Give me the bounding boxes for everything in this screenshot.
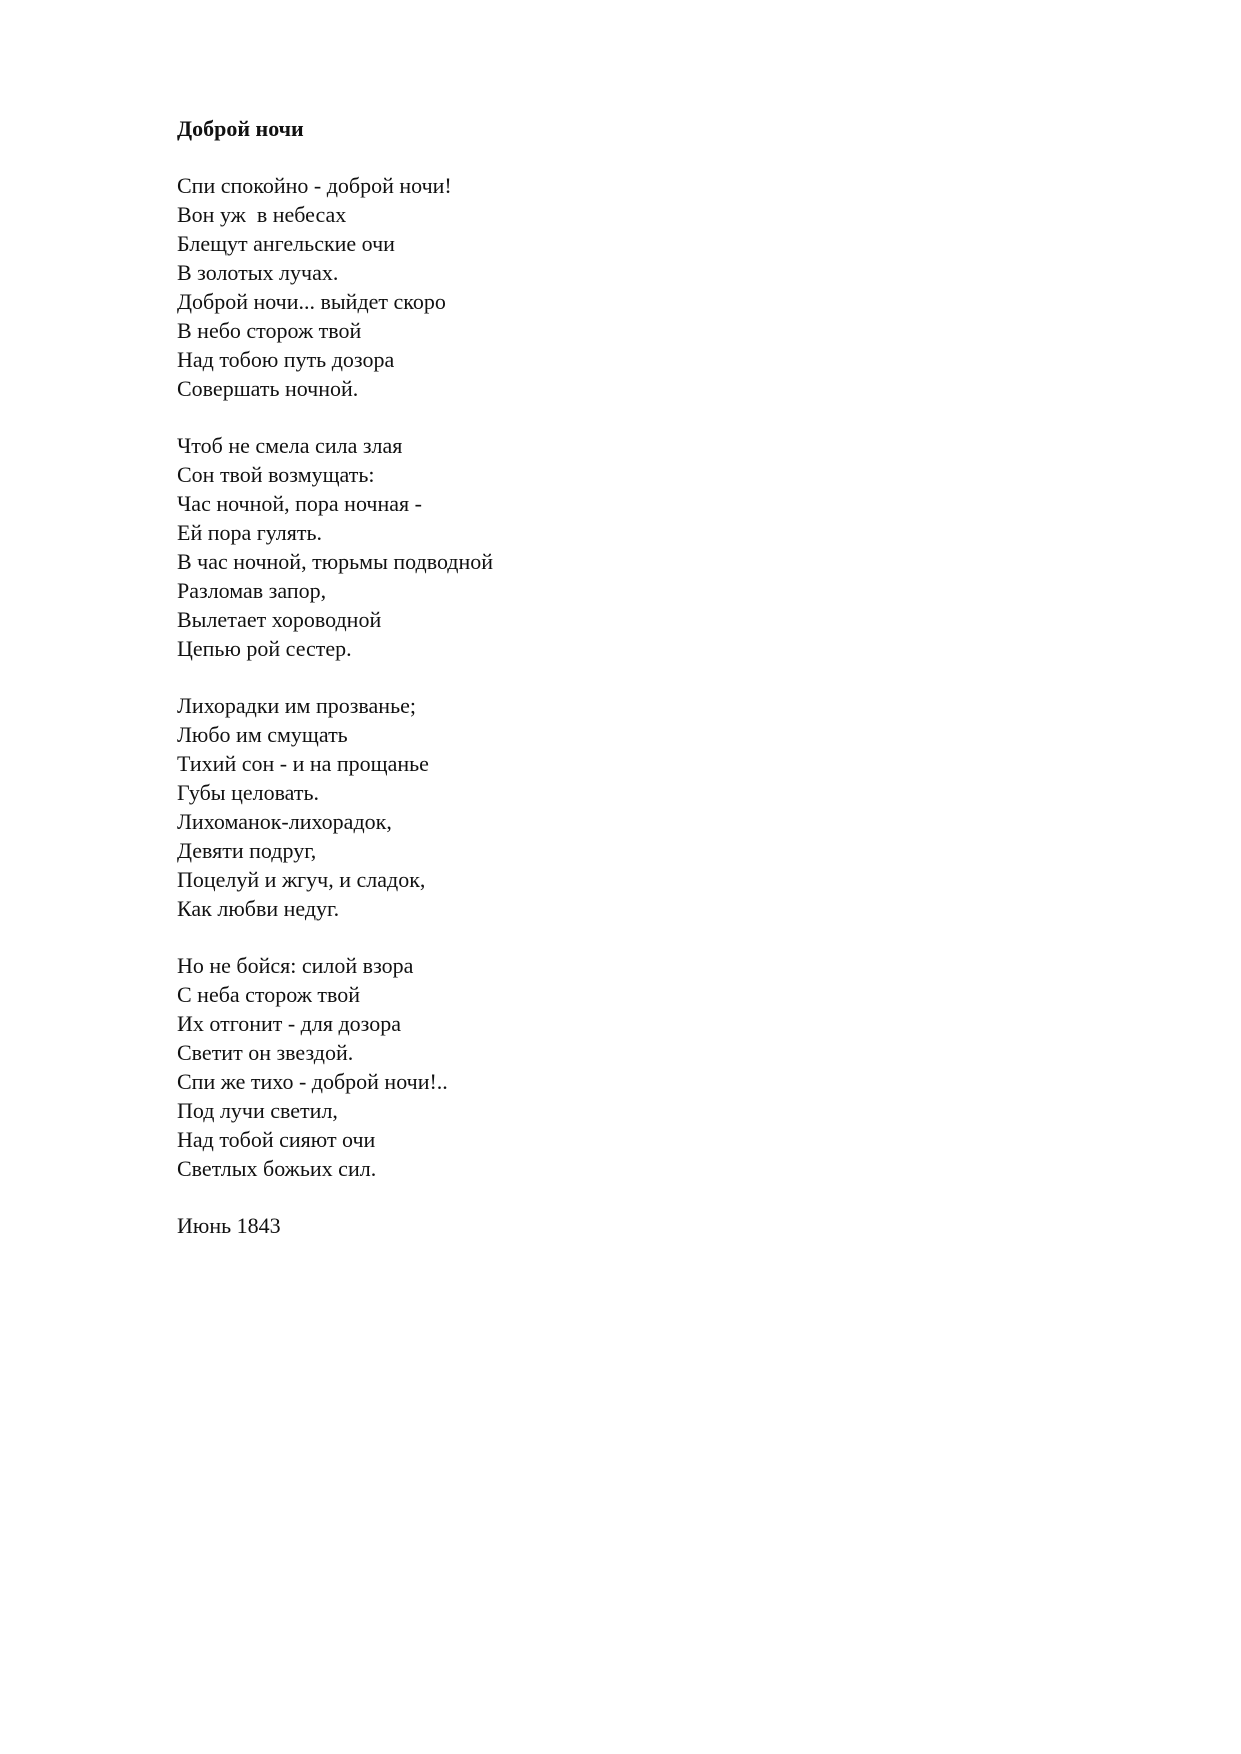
poem-line: Лихорадки им прозванье;	[177, 693, 416, 718]
poem-line: Светлых божьих сил.	[177, 1156, 377, 1181]
poem-line: Спи же тихо - доброй ночи!..	[177, 1069, 448, 1094]
poem-line: Час ночной, пора ночная -	[177, 491, 422, 516]
poem-line: Над тобою путь дозора	[177, 347, 395, 372]
poem-line: Светит он звездой.	[177, 1040, 354, 1065]
stanza-2	[177, 431, 1077, 663]
poem-line: Вон уж в небесах	[177, 202, 347, 227]
poem-line: Но не бойся: силой взора	[177, 953, 414, 978]
poem-line: Тихий сон - и на прощанье	[177, 751, 429, 776]
poem-date: Июнь 1843	[177, 1213, 281, 1238]
poem-line: Спи спокойно - доброй ночи!	[177, 173, 452, 198]
poem-line: Цепью рой сестер.	[177, 636, 352, 661]
poem-line: Ей пора гулять.	[177, 520, 323, 545]
poem-line: Их отгонит - для дозора	[177, 1011, 401, 1036]
poem-line: В золотых лучах.	[177, 260, 339, 285]
poem-line: Под лучи светил,	[177, 1098, 338, 1123]
stanza-4	[177, 951, 1077, 1183]
poem-line: В небо сторож твой	[177, 318, 362, 343]
poem-line: Над тобой сияют очи	[177, 1127, 376, 1152]
stanza-1	[177, 171, 1077, 403]
stanza-3	[177, 691, 1077, 923]
poem-line: Губы целовать.	[177, 780, 320, 805]
poem-line: Вылетает хороводной	[177, 607, 382, 632]
poem-line: Поцелуй и жгуч, и сладок,	[177, 867, 426, 892]
poem-line: Блещут ангельские очи	[177, 231, 395, 256]
document-page	[177, 114, 1077, 1240]
poem-line: В час ночной, тюрьмы подводной	[177, 549, 494, 574]
poem-line: Чтоб не смела сила злая	[177, 433, 403, 458]
poem-line: Как любви недуг.	[177, 896, 340, 921]
poem-line: Лихоманок-лихорадок,	[177, 809, 392, 834]
poem-line: Любо им смущать	[177, 722, 348, 747]
poem-line: С неба сторож твой	[177, 982, 361, 1007]
poem-title: Доброй ночи	[177, 116, 304, 141]
poem-line: Доброй ночи... выйдет скоро	[177, 289, 446, 314]
poem-line: Совершать ночной.	[177, 376, 359, 401]
poem-line: Сон твой возмущать:	[177, 462, 375, 487]
poem-line: Девяти подруг,	[177, 838, 317, 863]
poem-line: Разломав запор,	[177, 578, 327, 603]
